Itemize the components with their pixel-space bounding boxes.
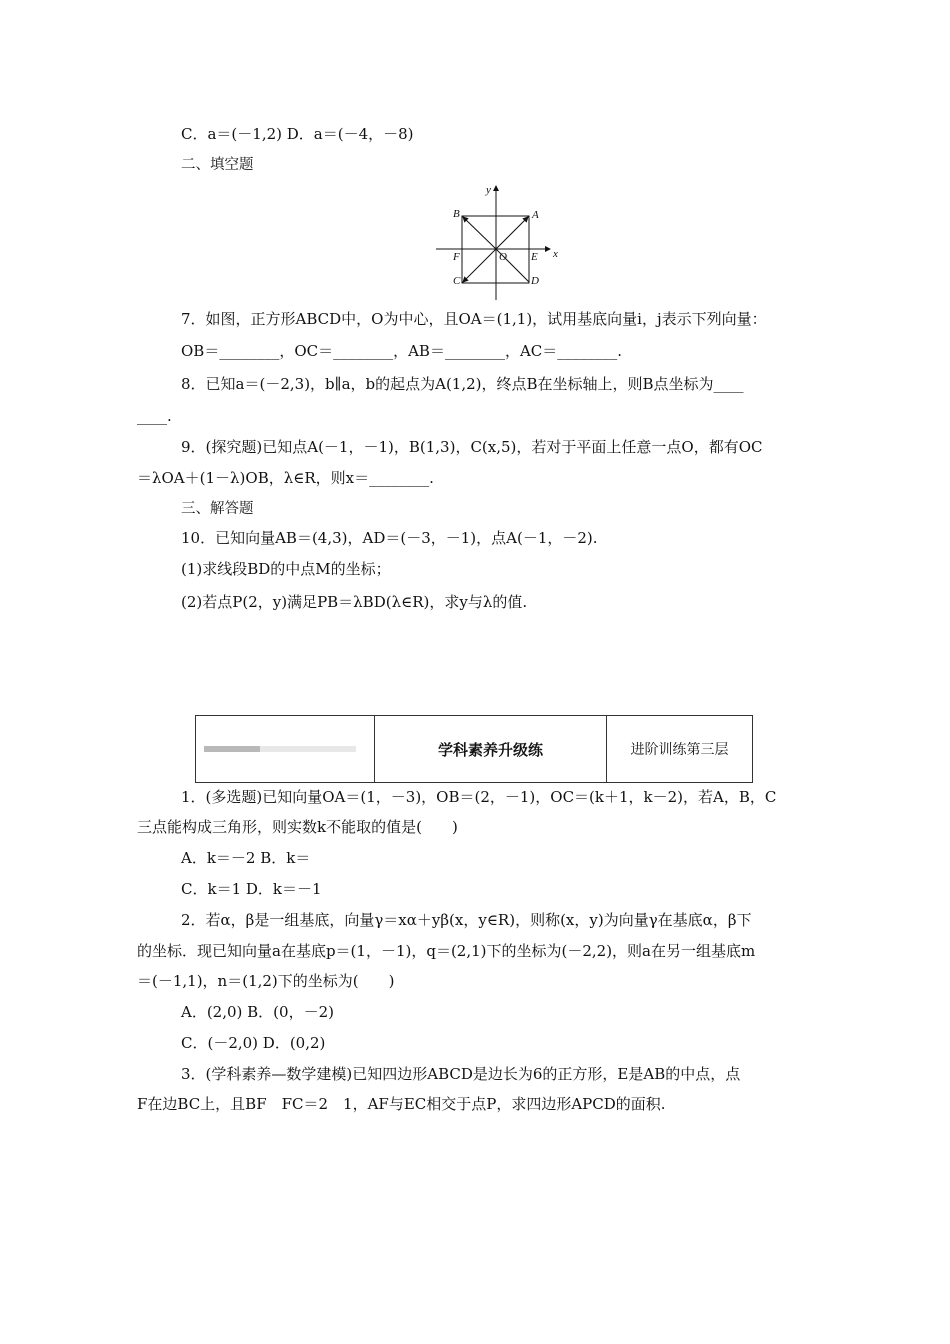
q10-part1: (1)求线段BD的中点M的坐标；: [181, 560, 391, 578]
q6-options-cd: C．a＝(－1,2) D．a＝(－4，－8): [181, 125, 414, 143]
ex2-continuation1: 的坐标．现已知向量a在基底p＝(1，－1)，q＝(2,1)下的坐标为(－2,2)，则a在另一组基底m: [137, 942, 756, 960]
ex3-continuation: F在边BC上，且BF FC＝2 1，AF与EC相交于点P，求四边形APCD的面积.: [137, 1095, 666, 1113]
progress-fill: [204, 746, 260, 752]
q10-text: 10．已知向量AB＝(4,3)，AD＝(－3，－1)，点A(－1，－2).: [181, 529, 598, 547]
label-x: x: [553, 248, 558, 260]
q7-blanks: OB＝________，OC＝________，AB＝________，AC＝________.: [181, 342, 623, 360]
ex2-text: 2．若α，β是一组基底，向量γ＝xα＋yβ(x，y∈R)，则称(x，y)为向量γ在基底α，β下: [181, 911, 752, 929]
vector-ob: [463, 217, 496, 249]
ex1-options-cd: C．k＝1 D．k＝－1: [181, 880, 322, 898]
label-o: O: [499, 251, 507, 263]
label-e: E: [531, 251, 538, 263]
level-banner: [195, 715, 753, 783]
banner-title: 学科素养升级练: [375, 716, 607, 782]
ex1-text: 1．(多选题)已知向量OA＝(1，－3)，OB＝(2，－1)，OC＝(k＋1，k－2)，若A，B，C: [181, 788, 777, 806]
ex2-options-ab: A．(2,0) B．(0，－2): [181, 1003, 334, 1021]
progress-bar: [204, 746, 356, 752]
q8-text: 8．已知a＝(－2,3)，b∥a，b的起点为A(1,2)，终点B在坐标轴上，则B点坐标为____: [181, 375, 744, 393]
ex3-text: 3．(学科素养—数学建模)已知四边形ABCD是边长为6的正方形，E是AB的中点，点: [181, 1065, 741, 1083]
label-a: A: [532, 209, 539, 221]
section-fill-blank-heading: 二、填空题: [181, 157, 254, 173]
label-c: C: [453, 275, 461, 287]
q10-part2: (2)若点P(2，y)满足PB＝λBD(λ∈R)，求y与λ的值.: [181, 593, 528, 611]
label-b: B: [453, 208, 460, 220]
q9-continuation: ＝λOA＋(1－λ)OB，λ∈R，则x＝________.: [137, 469, 434, 487]
vector-oa: [496, 217, 528, 249]
label-f: F: [453, 251, 460, 263]
vector-oc: [463, 249, 496, 282]
label-y: y: [486, 184, 491, 196]
q7-text: 7．如图，正方形ABCD中，O为中心，且OA＝(1,1)，试用基底向量i，j表示下列向量：: [181, 310, 767, 328]
q9-text: 9．(探究题)已知点A(－1，－1)，B(1,3)，C(x,5)，若对于平面上任意一点O，都有OC: [181, 438, 763, 456]
q8-continuation: ____.: [137, 407, 172, 425]
progress-cell: [196, 716, 375, 782]
ex2-options-cd: C．(－2,0) D．(0,2): [181, 1034, 326, 1052]
ex2-continuation2: ＝(－1,1)，n＝(1,2)下的坐标为( ): [137, 972, 395, 990]
square-abcd-figure: [432, 182, 562, 306]
section-answer-heading: 三、解答题: [181, 501, 254, 517]
ex1-options-ab: A．k＝－2 B．k＝: [181, 849, 311, 867]
label-d: D: [531, 275, 539, 287]
banner-level: 进阶训练第三层: [630, 742, 729, 758]
ex1-continuation: 三点能构成三角形，则实数k不能取的值是( ): [137, 818, 458, 836]
